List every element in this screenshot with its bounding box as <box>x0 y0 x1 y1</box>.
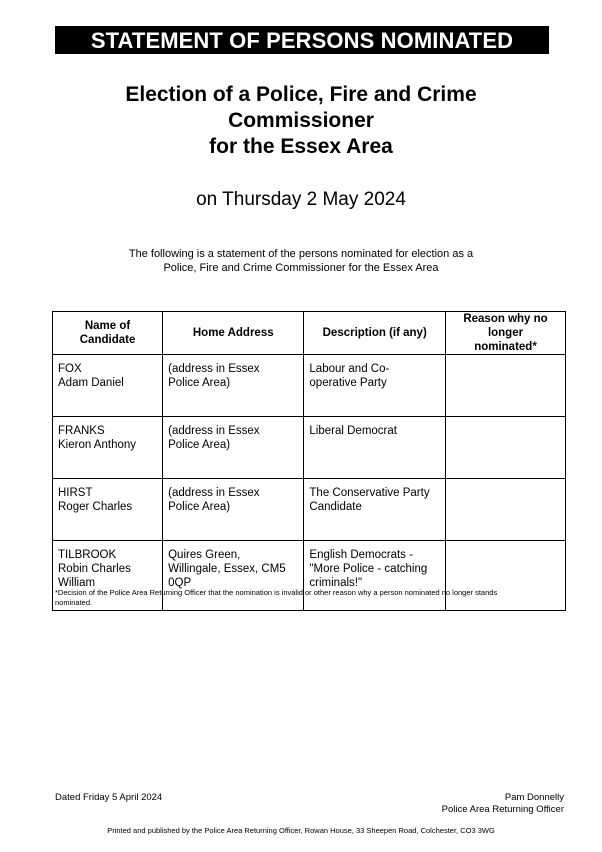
home-address-cell <box>163 417 304 479</box>
candidate-forenames: Robin Charles <box>58 563 131 575</box>
intro-line: The following is a statement of the persons nominated for election as a <box>128 248 474 260</box>
candidates-table <box>52 311 566 611</box>
table-row <box>53 479 566 541</box>
address-line: Quires Green, <box>168 549 241 561</box>
dated-line: Dated Friday 5 April 2024 <box>55 792 163 803</box>
candidate-surname: TILBROOK <box>58 549 117 561</box>
header-candidate <box>53 312 163 355</box>
header-text: Description (if any) <box>322 327 427 339</box>
signature-block <box>442 792 564 816</box>
description-line: Liberal Democrat <box>309 425 397 437</box>
footnote-line: nominated. <box>55 598 93 607</box>
description-line: The Conservative Party <box>309 487 430 499</box>
header-text: Reason why no <box>463 313 548 325</box>
candidate-surname: FRANKS <box>58 425 105 437</box>
description-cell <box>304 355 446 417</box>
table-row <box>53 355 566 417</box>
description-line: English Democrats - <box>309 549 413 561</box>
candidate-forenames: Kieron Anthony <box>58 439 137 451</box>
title-line: for the Essex Area <box>209 135 393 158</box>
description-line: operative Party <box>309 377 387 389</box>
candidate-surname: HIRST <box>58 487 93 499</box>
candidate-forenames: William <box>58 577 96 589</box>
document-banner: STATEMENT OF PERSONS NOMINATED <box>55 26 549 54</box>
header-text: Candidate <box>79 334 136 346</box>
header-text: Name of <box>84 320 131 332</box>
header-text: longer <box>487 327 524 339</box>
footnote <box>55 588 565 608</box>
reason-cell <box>446 417 566 479</box>
table-row <box>53 417 566 479</box>
intro-line: Police, Fire and Crime Commissioner for the Essex Area <box>163 262 439 274</box>
header-description <box>304 312 446 355</box>
address-line: 0QP <box>168 577 192 589</box>
candidate-surname: FOX <box>58 363 82 375</box>
address-line: Police Area) <box>168 439 231 451</box>
address-line: (address in Essex <box>168 363 260 375</box>
header-reason <box>446 312 566 355</box>
candidate-forenames: Adam Daniel <box>58 377 124 389</box>
description-line: Candidate <box>309 501 362 513</box>
reason-cell <box>446 355 566 417</box>
election-date: on Thursday 2 May 2024 <box>196 189 406 210</box>
address-line: Willingale, Essex, CM5 <box>168 563 286 575</box>
header-home-address <box>163 312 304 355</box>
signer-name: Pam Donnelly <box>504 792 564 803</box>
imprint: Printed and published by the Police Area Returning Officer, Rowan House, 33 Sheepen Road, Colchester, CO3 3WG <box>107 826 495 835</box>
description-line: criminals!" <box>309 577 363 589</box>
reason-cell <box>446 479 566 541</box>
description-cell <box>304 417 446 479</box>
signer-title: Police Area Returning Officer <box>441 804 564 815</box>
description-line: Labour and Co- <box>309 363 390 375</box>
candidate-forenames: Roger Charles <box>58 501 133 513</box>
home-address-cell <box>163 355 304 417</box>
description-cell <box>304 479 446 541</box>
candidate-name-cell <box>53 355 163 417</box>
footnote-line: *Decision of the Police Area Returning Officer that the nomination is invalid or other reason why a person nominated no longer stands <box>55 588 498 597</box>
address-line: Police Area) <box>168 377 231 389</box>
intro-text <box>60 247 542 275</box>
address-line: (address in Essex <box>168 425 260 437</box>
election-title <box>40 82 562 160</box>
header-text: nominated* <box>474 341 537 353</box>
address-line: Police Area) <box>168 501 231 513</box>
description-line: "More Police - catching <box>309 563 428 575</box>
table-header-row <box>53 312 566 355</box>
candidate-name-cell <box>53 417 163 479</box>
title-line: Election of a Police, Fire and Crime <box>125 83 477 106</box>
address-line: (address in Essex <box>168 487 260 499</box>
title-line: Commissioner <box>228 109 374 132</box>
home-address-cell <box>163 479 304 541</box>
header-text: Home Address <box>192 327 274 339</box>
candidate-name-cell <box>53 479 163 541</box>
